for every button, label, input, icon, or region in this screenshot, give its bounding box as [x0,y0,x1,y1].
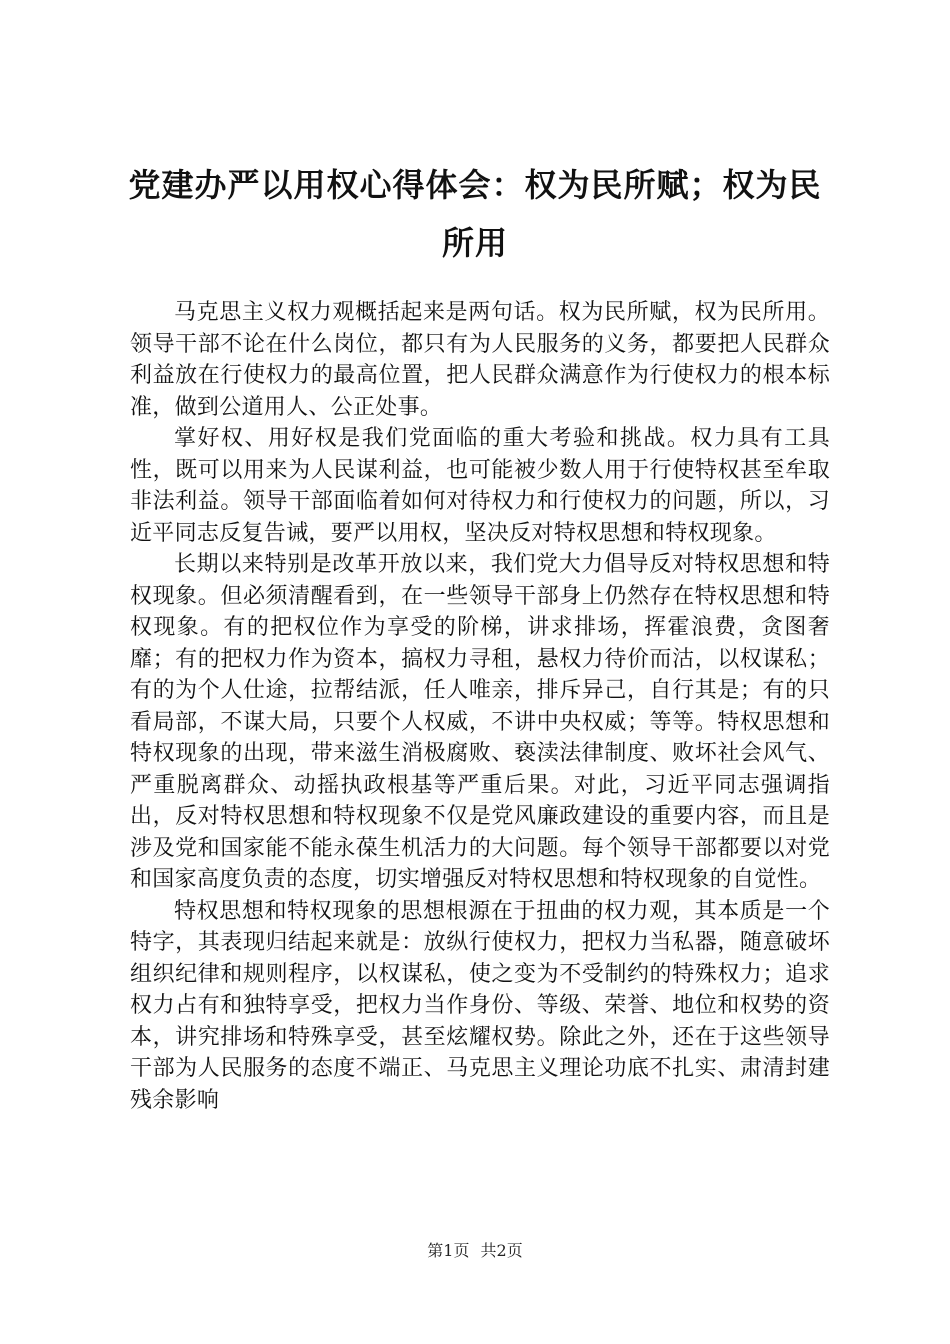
page-total: 共2页 [480,1241,523,1260]
page-footer [0,1241,950,1261]
paragraph: 长期以来特别是改革开放以来，我们党大力倡导反对特权思想和特权现象。但必须清醒看到，在一些领导干部身上仍然存在特权思想和特权现象。有的把权位作为享受的阶梯，讲求排场，挥霍浪费，贪图奢靡；有的把权力作为资本，搞权力寻租，悬权力待价而沽，以权谋私；有的为个人仕途，拉帮结派，任人唯亲，排斥异己，自行其是；有的只看局部，不谋大局，只要个人权威，不讲中央权威；等等。特权思想和特权现象的出现，带来滋生消极腐败、亵渎法律制度、败坏社会风气、严重脱离群众、动摇执政根基等严重后果。对此，习近平同志强调指出，反对特权思想和特权现象不仅是党风廉政建设的重要内容，而且是涉及党和国家能不能永葆生机活力的大问题。每个领导干部都要以对党和国家高度负责的态度，切实增强反对特权思想和特权现象的自觉性。 [130,552,830,892]
document-title: 党建办严以用权心得体会：权为民所赋；权为民所用 [128,166,822,262]
page-number: 第1页 [427,1241,470,1260]
paragraph: 掌好权、用好权是我们党面临的重大考验和挑战。权力具有工具性，既可以用来为人民谋利益，也可能被少数人用于行使特权甚至牟取非法利益。领导干部面临着如何对待权力和行使权力的问题，所以，习近平同志反复告诫，要严以用权，坚决反对特权思想和特权现象。 [130,426,830,546]
document-body [130,297,830,1116]
paragraph: 特权思想和特权现象的思想根源在于扭曲的权力观，其本质是一个特字，其表现归结起来就是：放纵行使权力，把权力当私器，随意破坏组织纪律和规则程序，以权谋私，使之变为不受制约的特殊权力；追求权力占有和独特享受，把权力当作身份、等级、荣誉、地位和权势的资本，讲究排场和特殊享受，甚至炫耀权势。除此之外，还在于这些领导干部为人民服务的态度不端正、马克思主义理论功底不扎实、肃清封建残余影响 [130,898,830,1113]
paragraph: 马克思主义权力观概括起来是两句话。权为民所赋，权为民所用。领导干部不论在什么岗位，都只有为人民服务的义务，都要把人民群众利益放在行使权力的最高位置，把人民群众满意作为行使权力的根本标准，做到公道用人、公正处事。 [130,300,830,420]
